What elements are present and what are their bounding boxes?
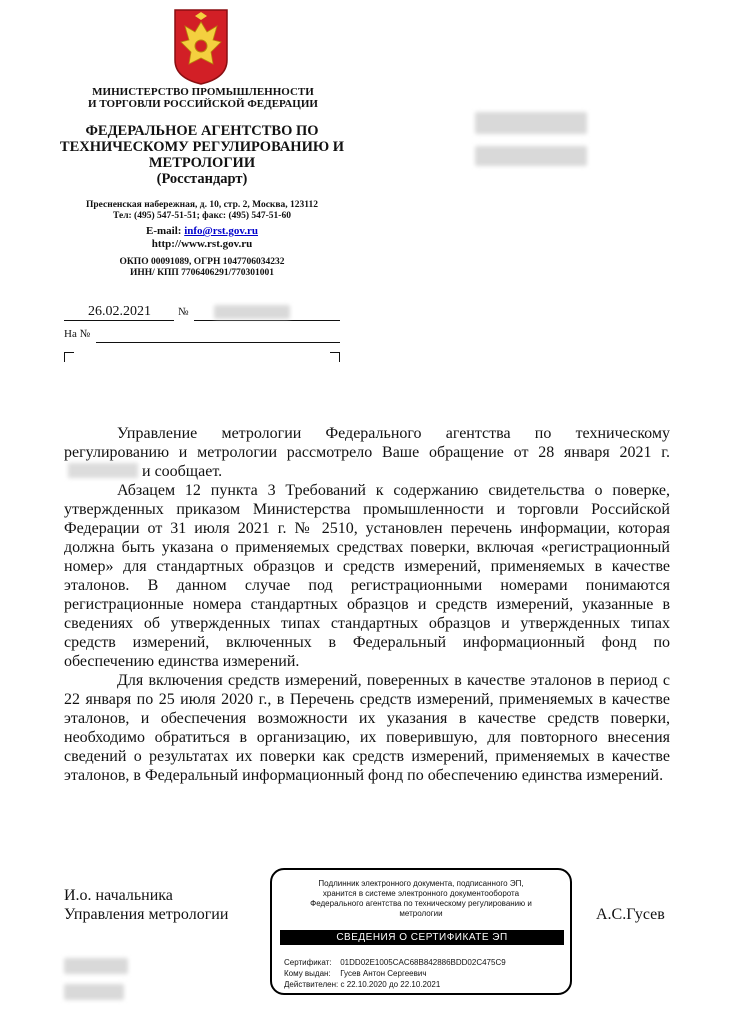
redacted-name (68, 463, 138, 478)
paragraph-2: Абзацем 12 пункта 3 Требований к содержанию свидетельства о поверке, утвержденных приказом Министерства промышленности и торговли Российской Федерации от 31 июля 2021 г. № 2510, установлен перечень информации, которая должна быть указана о применяемых средствах поверки, включая «регистрационный номер» для стандартных образцов и средств измерений, применяемых в качестве эталонов. В данном случае под регистрационными номерами понимаются регистрационные номера стандартных образцов и средств измерений, указанные в сведениях об утвержденных типах стандартных образцов и утвержденных типах средств измерений, включенных в Федеральный информационный фонд по обеспечению единства измерений. (64, 482, 670, 670)
contacts (52, 225, 352, 251)
stamp-cert-row (284, 957, 506, 968)
stamp-valid-value: с 22.10.2020 до 22.10.2021 (340, 980, 441, 989)
redacted-addressee-line1 (475, 112, 587, 134)
stamp-valid-label: Действителен: (284, 980, 339, 989)
stamp-valid-row (284, 979, 506, 990)
redacted-executor-phone (64, 984, 124, 1000)
ministry-line1: МИНИСТЕРСТВО ПРОМЫШЛЕННОСТИ (92, 86, 314, 98)
email-label: E-mail: (146, 225, 185, 237)
address-line: Пресненская набережная, д. 10, стр. 2, Москва, 123112 (86, 200, 318, 210)
stamp-heading-line4: метрологии (399, 909, 443, 918)
signatory-title-line1: И.о. начальника (64, 887, 173, 904)
agency-line3: МЕТРОЛОГИИ (148, 155, 256, 171)
stamp-cert-value: 01DD02E1005CAC68B842886BDD02C475C9 (340, 958, 506, 967)
registry-codes (52, 257, 352, 279)
phones-line: Тел: (495) 547-51-51; факс: (495) 547-51-60 (113, 211, 291, 221)
coat-of-arms-icon (173, 8, 229, 86)
letter-body (64, 424, 670, 785)
stamp-issued-label: Кому выдан: (284, 969, 331, 978)
redacted-executor (64, 958, 128, 974)
corner-bracket-right-icon (330, 352, 340, 362)
number-sign: № (178, 306, 189, 318)
ministry-name (64, 86, 342, 110)
stamp-issued-row (284, 968, 506, 979)
codes-line2: ИНН/ КПП 7706406291/770301001 (129, 268, 275, 278)
reply-to-underline (96, 342, 340, 343)
signatory-name: А.С.Гусев (596, 906, 665, 923)
email-line (52, 225, 352, 238)
signatory-title (64, 886, 228, 924)
email-link[interactable]: info@rst.gov.ru (184, 225, 258, 237)
e-signature-stamp (270, 868, 572, 995)
agency-line2: ТЕХНИЧЕСКОМУ РЕГУЛИРОВАНИЮ И (59, 139, 345, 155)
reply-to-label: На № (64, 328, 91, 340)
stamp-heading-line2: хранится в системе электронного документооборота (322, 889, 520, 898)
stamp-issued-value: Гусев Антон Сергеевич (340, 969, 427, 978)
codes-line1: ОКПО 00091089, ОГРН 1047706034232 (119, 257, 285, 267)
agency-address (52, 200, 352, 222)
number-underline (194, 320, 340, 321)
stamp-certificate-bar: СВЕДЕНИЯ О СЕРТИФИКАТЕ ЭП (280, 930, 564, 945)
paragraph-1-end: и сообщает. (142, 463, 223, 480)
signatory-title-line2: Управления метрологии (64, 906, 229, 923)
website-link[interactable]: http://www.rst.gov.ru (151, 238, 253, 250)
date-underline (64, 320, 174, 321)
stamp-cert-label: Сертификат: (284, 958, 332, 967)
stamp-heading-line1: Подлинник электронного документа, подписанного ЭП, (318, 879, 524, 888)
paragraph-1-start: Управление метрологии Федерального агентства по техническому регулированию и метрологии рассмотрело Ваше обращение от 28 января 2021 г. (64, 425, 670, 461)
redacted-letter-number (214, 305, 290, 319)
stamp-heading-line3: Федерального агентства по техническому регулированию и (310, 899, 532, 908)
corner-bracket-left-icon (64, 352, 74, 362)
agency-short: (Росстандарт) (156, 171, 248, 187)
stamp-heading (282, 879, 560, 919)
agency-line1: ФЕДЕРАЛЬНОЕ АГЕНТСТВО ПО (85, 123, 319, 139)
stamp-details (284, 957, 506, 990)
paragraph-1 (64, 424, 670, 481)
redacted-addressee-line2 (475, 146, 587, 166)
letter-date: 26.02.2021 (88, 304, 151, 319)
paragraph-3: Для включения средств измерений, поверенных в качестве эталонов в период с 22 января по 25 июля 2020 г., в Перечень средств измерений, применяемых в качестве эталонов, и обеспечения возможности их указания в качестве средств поверки, необходимо обратиться в организацию, их поверившую, для повторного внесения сведений о результатах их поверки как средств измерений, применяемых в качестве эталонов, в Федеральный информационный фонд по обеспечению единства измерений. (64, 672, 670, 784)
ministry-line2: И ТОРГОВЛИ РОССИЙСКОЙ ФЕДЕРАЦИИ (88, 98, 318, 110)
agency-name (52, 123, 352, 187)
